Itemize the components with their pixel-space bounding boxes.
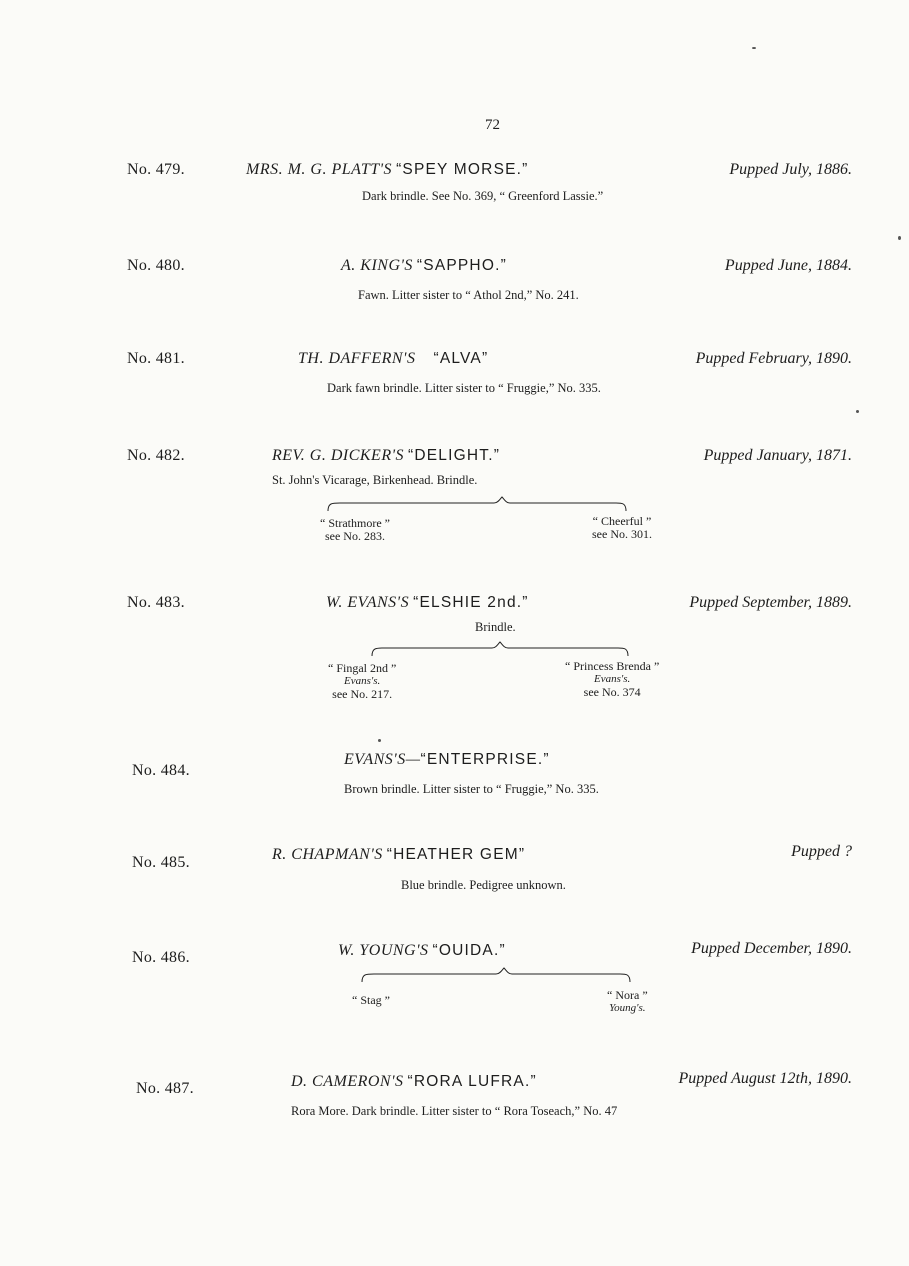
entry-title <box>344 751 550 769</box>
sire-ref: see No. 217. <box>332 687 393 701</box>
dog-name: “DELIGHT.” <box>408 447 501 464</box>
ink-speck <box>898 236 901 240</box>
dog-name: “SAPPHO.” <box>416 257 507 274</box>
owner-name: W. YOUNG'S <box>338 942 429 959</box>
pupped-date: Pupped September, 1889. <box>689 594 852 611</box>
sire-name: “ Fingal 2nd ” <box>328 661 397 675</box>
pupped-date: Pupped July, 1886. <box>729 161 852 178</box>
dog-name: “HEATHER GEM” <box>386 846 526 863</box>
sire-ref: see No. 283. <box>324 529 385 543</box>
entry-description: Brown brindle. Litter sister to “ Fruggie,” No. 335. <box>344 782 599 796</box>
entry-title <box>246 161 529 179</box>
pupped-date: Pupped January, 1871. <box>703 447 852 464</box>
owner-name: MRS. M. G. PLATT'S <box>246 161 393 178</box>
entry-number: No. 484. <box>132 762 190 779</box>
entry-description: Blue brindle. Pedigree unknown. <box>401 878 566 892</box>
dog-name: “ELSHIE 2nd.” <box>413 594 529 611</box>
dam-name: “ Nora ” <box>607 988 648 1002</box>
dog-name: “ENTERPRISE.” <box>420 751 550 768</box>
dam-name: “ Princess Brenda ” <box>565 659 660 673</box>
entry-title <box>326 594 529 612</box>
dam <box>607 989 648 1015</box>
sire-kennel: Evans's. <box>344 675 381 687</box>
sire-name: “ Strathmore ” <box>320 516 390 530</box>
owner-name: EVANS'S— <box>344 751 421 768</box>
dam-ref: see No. 301. <box>592 527 652 541</box>
ink-speck <box>856 410 859 413</box>
sire <box>320 517 390 543</box>
entry-number: No. 486. <box>132 949 190 966</box>
entry-number: No. 487. <box>136 1080 194 1097</box>
owner-name: D. CAMERON'S <box>291 1073 404 1090</box>
owner-name: R. CHAPMAN'S <box>272 846 383 863</box>
entry-description: Dark brindle. See No. 369, “ Greenford Lassie.” <box>362 189 604 203</box>
entry-number: No. 481. <box>127 350 185 367</box>
dam-kennel: Evans's. <box>594 673 631 685</box>
dam <box>592 515 652 541</box>
dog-name: “ALVA” <box>433 350 489 367</box>
entry-number: No. 479. <box>127 161 185 178</box>
dam <box>565 660 659 699</box>
sire-name: “ Stag ” <box>352 993 390 1007</box>
entry-description: Brindle. <box>475 620 516 634</box>
entry-description: Fawn. Litter sister to “ Athol 2nd,” No. 241. <box>358 288 579 302</box>
entry-number: No. 482. <box>127 447 185 464</box>
pupped-date: Pupped August 12th, 1890. <box>678 1070 852 1087</box>
dog-name: “RORA LUFRA.” <box>407 1073 537 1090</box>
entry-title <box>272 447 500 465</box>
owner-name: TH. DAFFERN'S <box>298 350 416 367</box>
entry-number: No. 480. <box>127 257 185 274</box>
pedigree-bracket <box>370 640 630 660</box>
entry-number: No. 483. <box>127 594 185 611</box>
dam-ref: see No. 374 <box>583 685 641 699</box>
dog-name: “OUIDA.” <box>432 942 506 959</box>
pupped-date: Pupped June, 1884. <box>724 257 852 274</box>
owner-name: A. KING'S <box>341 257 413 274</box>
pedigree-bracket <box>326 495 628 515</box>
sire <box>352 994 390 1007</box>
pupped-date: Pupped December, 1890. <box>691 940 852 957</box>
page-number: 72 <box>485 117 500 133</box>
owner-name: W. EVANS'S <box>326 594 410 611</box>
entry-title <box>291 1073 537 1091</box>
pedigree-bracket <box>360 966 632 986</box>
dam-name: “ Cheerful ” <box>592 514 652 528</box>
entry-description: Dark fawn brindle. Litter sister to “ Fruggie,” No. 335. <box>327 381 601 395</box>
entry-description: St. John's Vicarage, Birkenhead. Brindle. <box>272 473 478 487</box>
entry-title <box>341 257 507 275</box>
entry-title <box>298 350 488 368</box>
owner-name: REV. G. DICKER'S <box>272 447 405 464</box>
entry-title <box>338 942 506 960</box>
dam-kennel: Young's. <box>609 1002 646 1014</box>
pupped-date: Pupped February, 1890. <box>695 350 852 367</box>
dog-name: “SPEY MORSE.” <box>396 161 529 178</box>
pupped-date: Pupped ? <box>791 843 852 860</box>
ink-speck <box>752 47 756 49</box>
ink-speck <box>378 739 381 742</box>
entry-number: No. 485. <box>132 854 190 871</box>
entry-description: Rora More. Dark brindle. Litter sister to “ Rora Toseach,” No. 47 <box>291 1104 618 1118</box>
entry-title <box>272 846 525 864</box>
sire <box>328 662 396 701</box>
